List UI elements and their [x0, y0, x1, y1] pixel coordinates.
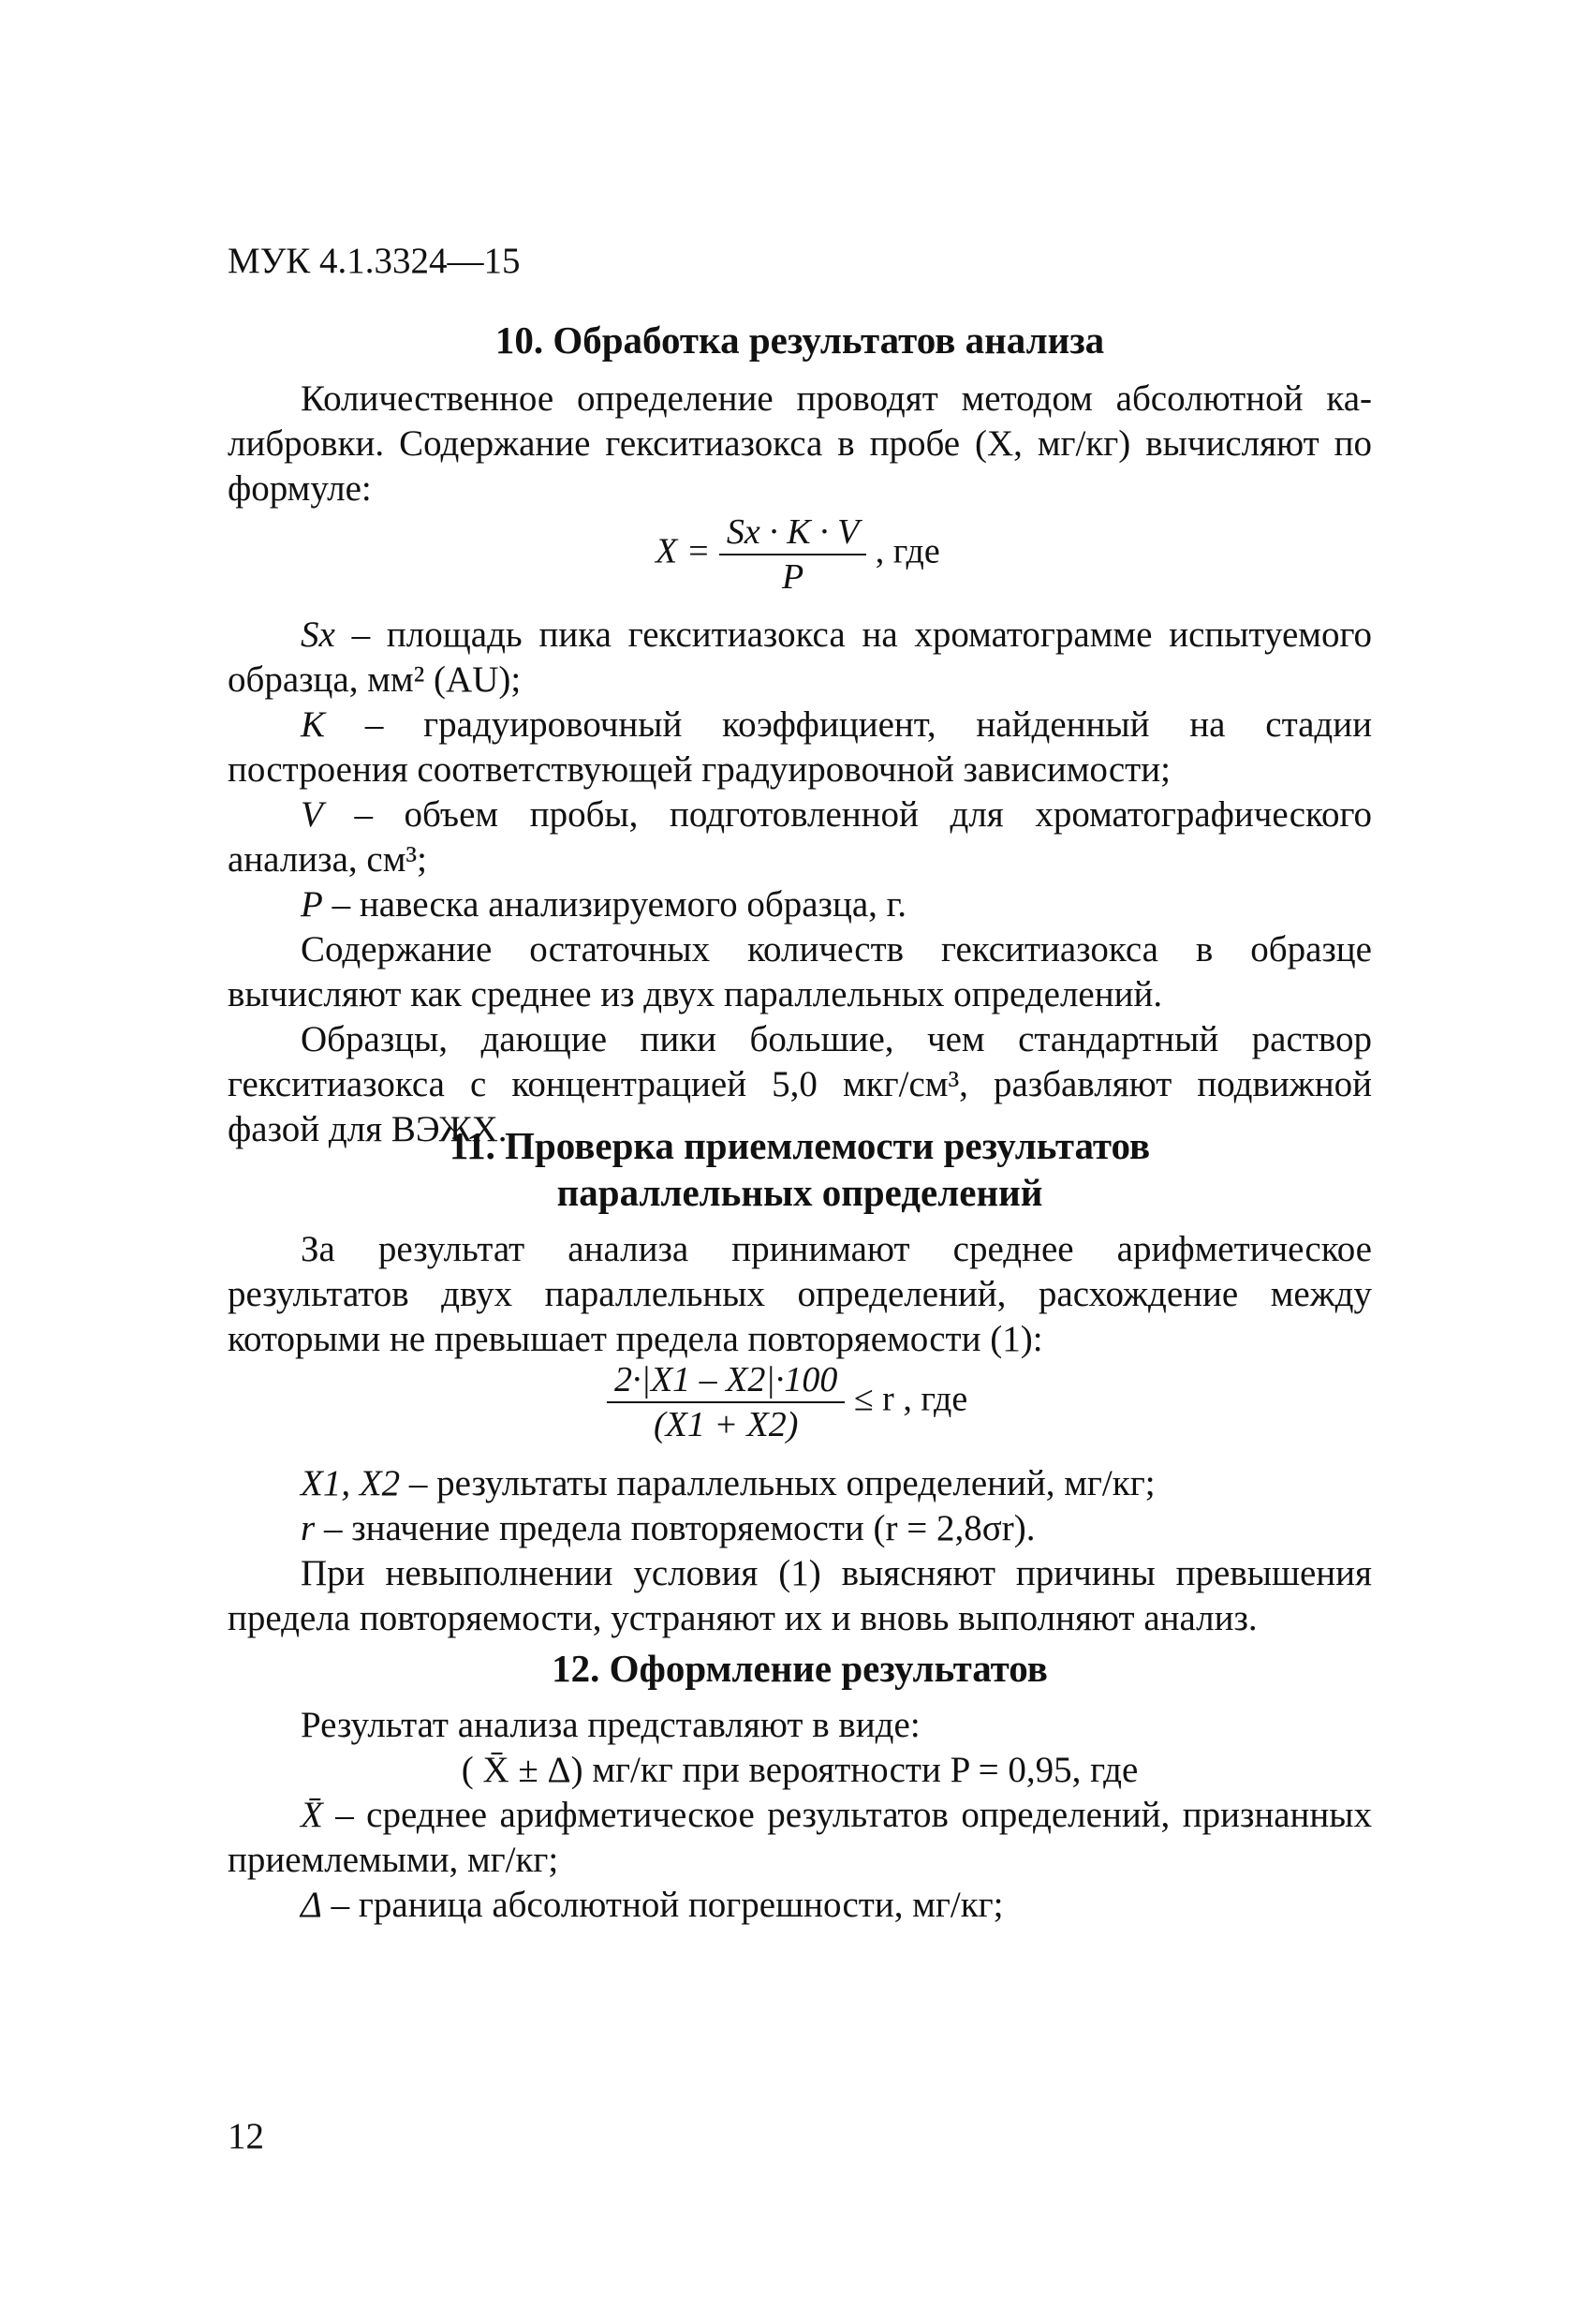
formula-fraction	[719, 511, 866, 599]
formula-repeatability	[607, 1358, 967, 1446]
section-11-title-line-1: 11. Проверка приемлемости результатов	[449, 1124, 1151, 1167]
section-12-intro: Результат анализа представляют в виде:	[301, 1705, 921, 1745]
intro-line-2: либровки. Содержание гекситиазокса в пробе (X, мг/кг) вычисляют по	[228, 423, 1372, 464]
definition-r	[228, 1506, 1372, 1551]
section-11-intro	[228, 1227, 1372, 1362]
definition-x1-x2	[228, 1461, 1372, 1506]
section-11-intro-text: За результат анализа принимают среднее арифметическое результатов двух параллельных определений, расхождение между которыми не превышает предела повторяемости (1):	[228, 1229, 1372, 1359]
repeatability-fraction	[607, 1358, 845, 1446]
section-12-formula: ( X̄ ± Δ) мг/кг при вероятности P = 0,95, где	[461, 1750, 1139, 1790]
formula-denominator: P	[781, 557, 804, 597]
definition-symbol: V	[301, 794, 323, 835]
definition-symbol: Δ	[301, 1885, 322, 1925]
intro-line-1: Количественное определение проводят методом абсолютной ка-	[301, 378, 1372, 419]
section-11-paragraph-2: При невыполнении условия (1) выясняют причины превышения предела повторяемости, устраняют их и вновь выполняют анализ.	[228, 1553, 1372, 1638]
section-10-definitions	[228, 613, 1372, 1152]
section-11-definitions	[228, 1461, 1372, 1641]
section-10-intro	[228, 377, 1372, 511]
repeatability-denominator: (X1 + X2)	[653, 1405, 799, 1444]
definition-text: – значение предела повторяемости (r = 2,8σr).	[315, 1508, 1036, 1548]
formula-numerator: Sx · K · V	[719, 511, 866, 555]
formula-x	[656, 511, 940, 599]
running-header: МУК 4.1.3324—15	[228, 241, 521, 281]
definition-text: – площадь пика гекситиазокса на хроматограмме испытуемого образца, мм² (AU);	[228, 614, 1372, 700]
definition-symbol: X̄	[301, 1795, 323, 1835]
intro-line-3: формуле:	[228, 468, 372, 509]
section-11-title-line-2: параллельных определений	[556, 1171, 1043, 1214]
definition-symbol: Sx	[301, 614, 335, 655]
definition-x-bar	[228, 1793, 1372, 1883]
definition-k	[228, 703, 1372, 792]
definition-symbol: X1, X2	[301, 1463, 401, 1503]
formula-lhs: X =	[656, 531, 711, 571]
page-number: 12	[228, 2116, 264, 2156]
section-12-title: 12. Оформление результатов	[552, 1647, 1048, 1690]
definition-v	[228, 792, 1372, 882]
definition-text: – граница абсолютной погрешности, мг/кг;	[321, 1885, 1004, 1925]
repeatability-suffix: ≤ r , где	[853, 1379, 968, 1419]
definition-text: – среднее арифметическое результатов определений, признанных приемлемыми, мг/кг;	[228, 1795, 1372, 1880]
section-10-title: 10. Обработка результатов анализа	[494, 318, 1105, 362]
definition-symbol: P	[301, 884, 323, 925]
definition-p	[228, 882, 1372, 927]
section-10-paragraph-2: Содержание остаточных количеств гекситиазокса в образце вычисляют как среднее из двух параллельных определений.	[228, 929, 1372, 1014]
section-12-body	[228, 1703, 1372, 1928]
definition-text: – результаты параллельных определений, мг/кг;	[400, 1463, 1156, 1503]
definition-text: – навеска анализируемого образца, г.	[322, 884, 907, 925]
definition-text: – объем пробы, подготовленной для хроматографического анализа, см³;	[228, 794, 1372, 880]
definition-sx	[228, 613, 1372, 703]
section-10-paragraph-3: Образцы, дающие пики большие, чем стандартный раствор гекситиазокса с концентрацией 5,0 мкг/см³, разбавляют подвижной фазой для ВЭЖХ.	[228, 1019, 1372, 1149]
formula-suffix: , где	[875, 531, 940, 571]
definition-symbol: K	[301, 704, 326, 745]
definition-text: – градуировочный коэффициент, найденный на стадии построения соответствующей градуировочной зависимости;	[228, 704, 1372, 790]
repeatability-numerator: 2·|X1 – X2|·100	[607, 1358, 845, 1403]
definition-symbol: r	[301, 1508, 316, 1548]
definition-delta	[228, 1883, 1372, 1928]
